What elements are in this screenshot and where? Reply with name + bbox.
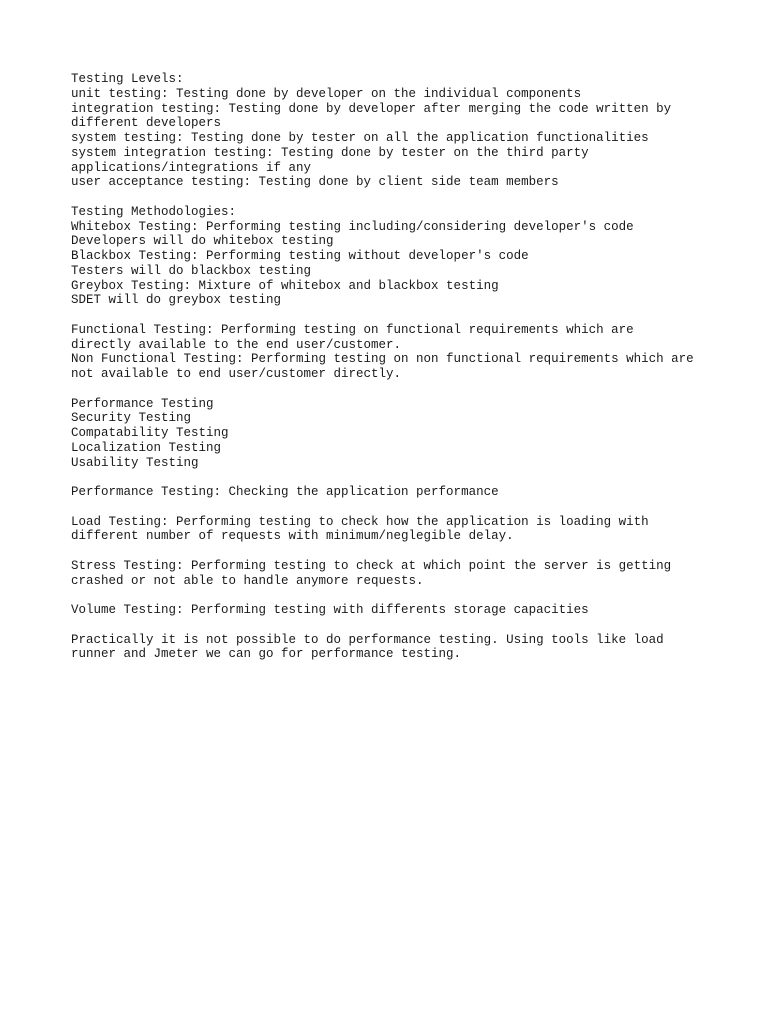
text-line: Developers will do whitebox testing (71, 234, 334, 249)
testing-methodologies-section (71, 205, 731, 308)
text-line: not available to end user/customer directly. (71, 367, 402, 381)
text-line: SDET will do greybox testing (71, 293, 282, 308)
text-line: Volume Testing: Performing testing with differents storage capacities (71, 603, 589, 617)
text-line: unit testing: Testing done by developer on the individual components (71, 86, 582, 101)
text-line: Testers will do blackbox testing (71, 263, 312, 278)
text-line: runner and Jmeter we can go for performance testing. (71, 647, 462, 662)
text-line: Load Testing: Performing testing to check how the application is loading with (71, 514, 649, 529)
text-line: crashed or not able to handle anymore requests. (71, 573, 424, 588)
text-line: Functional Testing: Performing testing on functional requirements which are (71, 322, 634, 337)
text-line: integration testing: Testing done by developer after merging the code written by (71, 101, 672, 116)
text-line: applications/integrations if any (71, 160, 312, 175)
text-line: Greybox Testing: Mixture of whitebox and blackbox testing (71, 278, 499, 293)
text-line: different developers (71, 116, 222, 131)
performance-testing-section (71, 485, 731, 500)
list-item: Compatability Testing (71, 426, 229, 440)
text-line: Non Functional Testing: Performing testing on non functional requirements which are (71, 352, 694, 367)
document-body (71, 72, 731, 677)
list-item: Security Testing (71, 411, 192, 426)
text-line: system integration testing: Testing done by tester on the third party (71, 145, 589, 160)
text-line: Blackbox Testing: Performing testing without developer's code (71, 249, 529, 263)
load-testing-section (71, 515, 731, 545)
text-line: different number of requests with minimum/neglegible delay. (71, 529, 514, 544)
non-functional-types-list (71, 397, 731, 471)
list-item: Localization Testing (71, 440, 222, 455)
testing-levels-heading: Testing Levels: (71, 72, 184, 86)
text-line: Practically it is not possible to do performance testing. Using tools like load (71, 632, 664, 647)
text-line: Performance Testing: Checking the application performance (71, 485, 499, 499)
volume-testing-section (71, 603, 731, 618)
testing-levels-section (71, 72, 731, 190)
text-line: system testing: Testing done by tester on all the application functionalities (71, 131, 649, 145)
stress-testing-section (71, 559, 731, 589)
text-line: directly available to the end user/customer. (71, 337, 402, 352)
testing-methodologies-heading: Testing Methodologies: (71, 204, 237, 219)
text-line: Whitebox Testing: Performing testing including/considering developer's code (71, 219, 634, 234)
functional-testing-section (71, 323, 731, 382)
list-item: Usability Testing (71, 455, 199, 470)
text-line: user acceptance testing: Testing done by client side team members (71, 175, 559, 190)
practical-note-section (71, 633, 731, 663)
list-item: Performance Testing (71, 396, 214, 411)
text-line: Stress Testing: Performing testing to check at which point the server is getting (71, 558, 672, 573)
